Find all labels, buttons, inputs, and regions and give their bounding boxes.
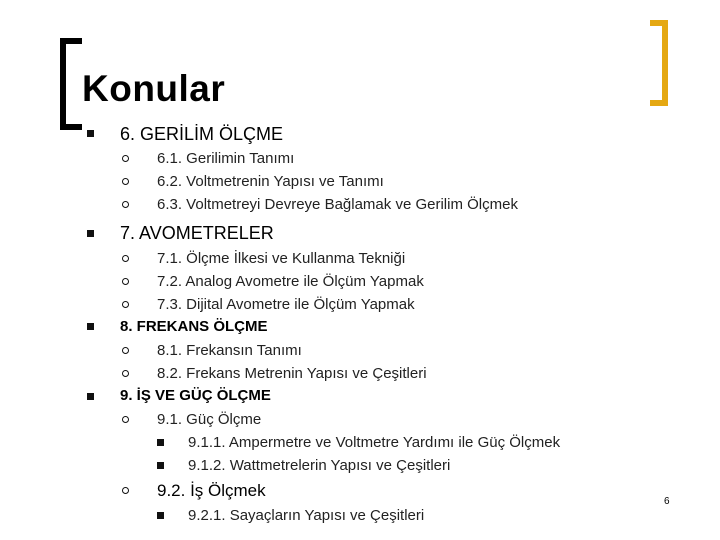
square-bullet-icon <box>157 512 164 519</box>
page-number: 6 <box>664 496 670 507</box>
ring-bullet-icon <box>122 278 129 285</box>
list-item: 6.3. Voltmetreyi Devreye Bağlamak ve Gerilim Ölçmek <box>157 196 518 213</box>
square-bullet-icon <box>87 230 94 237</box>
list-item: 6.2. Voltmetrenin Yapısı ve Tanımı <box>157 173 384 190</box>
ring-bullet-icon <box>122 370 129 377</box>
list-item: 7.3. Dijital Avometre ile Ölçüm Yapmak <box>157 296 415 313</box>
list-item: 9. İŞ VE GÜÇ ÖLÇME <box>120 387 271 404</box>
square-bullet-icon <box>87 130 94 137</box>
ring-bullet-icon <box>122 487 129 494</box>
list-item: 8.1. Frekansın Tanımı <box>157 342 302 359</box>
ring-bullet-icon <box>122 255 129 262</box>
list-item: 7. AVOMETRELER <box>120 223 274 243</box>
list-item: 8.2. Frekans Metrenin Yapısı ve Çeşitleri <box>157 365 427 382</box>
square-bullet-icon <box>157 462 164 469</box>
list-item: 9.1. Güç Ölçme <box>157 411 262 428</box>
ring-bullet-icon <box>122 178 129 185</box>
list-item: 7.2. Analog Avometre ile Ölçüm Yapmak <box>157 273 424 290</box>
list-item: 6. GERİLİM ÖLÇME <box>120 124 284 144</box>
square-bullet-icon <box>87 393 94 400</box>
list-item: 6.1. Gerilimin Tanımı <box>157 150 295 167</box>
list-item: 9.1.1. Ampermetre ve Voltmetre Yardımı ile Güç Ölçmek <box>188 434 561 451</box>
square-bullet-icon <box>157 439 164 446</box>
ring-bullet-icon <box>122 347 129 354</box>
list-item: 8. FREKANS ÖLÇME <box>120 318 268 335</box>
left-bracket-decoration <box>60 38 82 130</box>
slide-title: Konular <box>82 68 226 109</box>
list-item: 7.1. Ölçme İlkesi ve Kullanma Tekniği <box>157 250 406 267</box>
list-item: 9.1.2. Wattmetrelerin Yapısı ve Çeşitleri <box>188 457 451 474</box>
ring-bullet-icon <box>122 301 129 308</box>
ring-bullet-icon <box>122 416 129 423</box>
list-item: 9.2.1. Sayaçların Yapısı ve Çeşitleri <box>188 507 425 524</box>
ring-bullet-icon <box>122 201 129 208</box>
right-bracket-decoration <box>650 20 668 106</box>
list-item: 9.2. İş Ölçmek <box>157 481 266 500</box>
square-bullet-icon <box>87 323 94 330</box>
ring-bullet-icon <box>122 155 129 162</box>
